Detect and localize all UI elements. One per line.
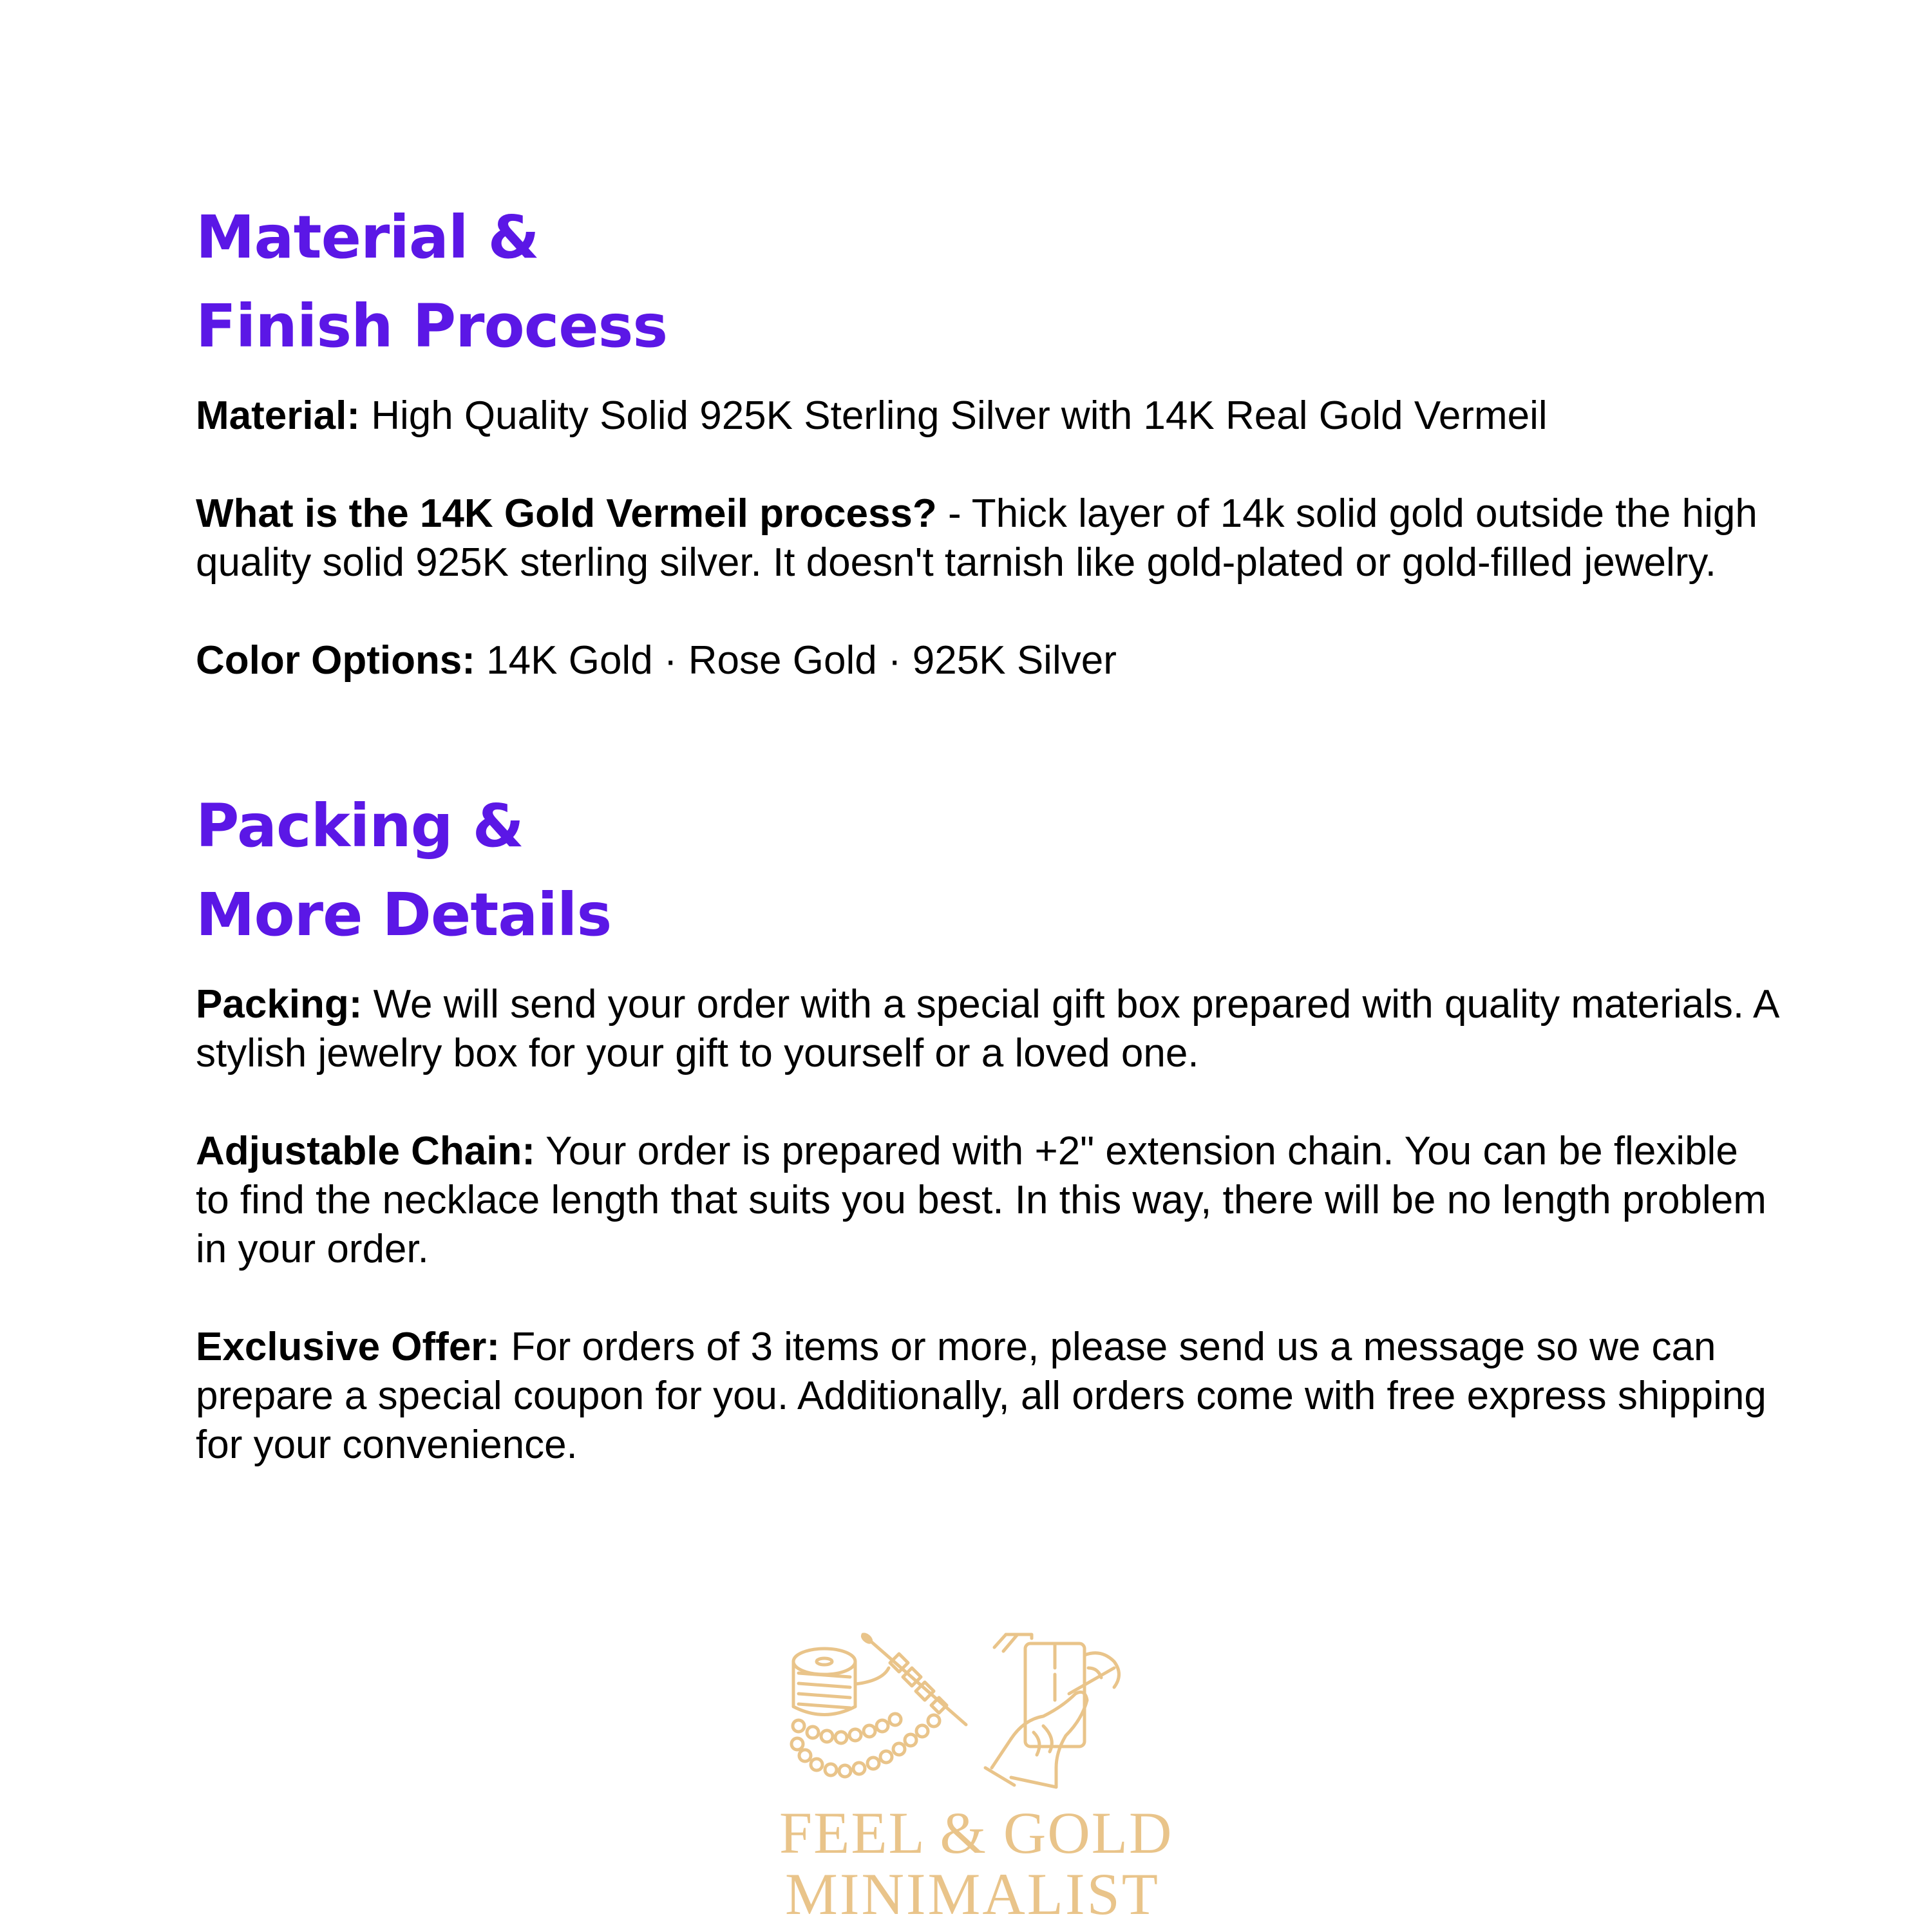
adjustable-chain-text: Your order is prepared with +2" extension chain. You can be flexible to find the necklace length that suits you best. In this way, there will be no length problem in your order. <box>196 1129 1766 1271</box>
heading-line: Packing & <box>196 791 524 860</box>
packing-text: We will send your order with a special gift box prepared with quality materials. A stylish jewelry box for your gift to yourself or a loved one. <box>196 982 1777 1075</box>
packing-label: Packing: <box>196 982 363 1027</box>
brand-logo <box>779 1629 1173 1927</box>
exclusive-offer-text: For orders of 3 items or more, please send us a message so we can prepare a special coupon for you. Additionally, all orders come with free express shipping for your convenience. <box>196 1325 1766 1467</box>
material-label: Material: <box>196 393 360 438</box>
packing-details-heading <box>196 782 1780 960</box>
heading-line: Material & <box>196 203 539 272</box>
adjustable-chain-label: Adjustable Chain: <box>196 1129 536 1173</box>
packing-paragraph <box>196 980 1780 1078</box>
color-options-paragraph <box>196 636 1780 685</box>
thread-spool-beads-icon <box>791 1633 966 1777</box>
exclusive-offer-label: Exclusive Offer: <box>196 1325 500 1369</box>
exclusive-offer-paragraph <box>196 1323 1780 1470</box>
vermeil-text: - Thick layer of 14k solid gold outside the high quality solid 925K sterling silver. It doesn't tarnish like gold-plated or gold-filled jewelry. <box>196 491 1757 585</box>
material-text: High Quality Solid 925K Sterling Silver with 14K Real Gold Vermeil <box>359 393 1548 438</box>
material-paragraph <box>196 392 1780 440</box>
logo-icons <box>779 1629 1166 1803</box>
adjustable-chain-paragraph <box>196 1127 1780 1274</box>
heading-line: Finish Process <box>196 292 668 361</box>
color-options-text: 14K Gold · Rose Gold · 925K Silver <box>475 638 1117 683</box>
logo-line1: FEEL & GOLD <box>779 1800 1173 1866</box>
logo-line2: MINIMALIST <box>785 1861 1160 1927</box>
vermeil-paragraph <box>196 489 1780 587</box>
vermeil-label: What is the 14K Gold Vermeil process? <box>196 491 937 536</box>
heading-line: More Details <box>196 880 612 949</box>
color-options-label: Color Options: <box>196 638 475 683</box>
hand-threading-needle-icon <box>985 1634 1119 1787</box>
product-details <box>196 193 1780 1470</box>
material-finish-heading <box>196 193 1780 371</box>
